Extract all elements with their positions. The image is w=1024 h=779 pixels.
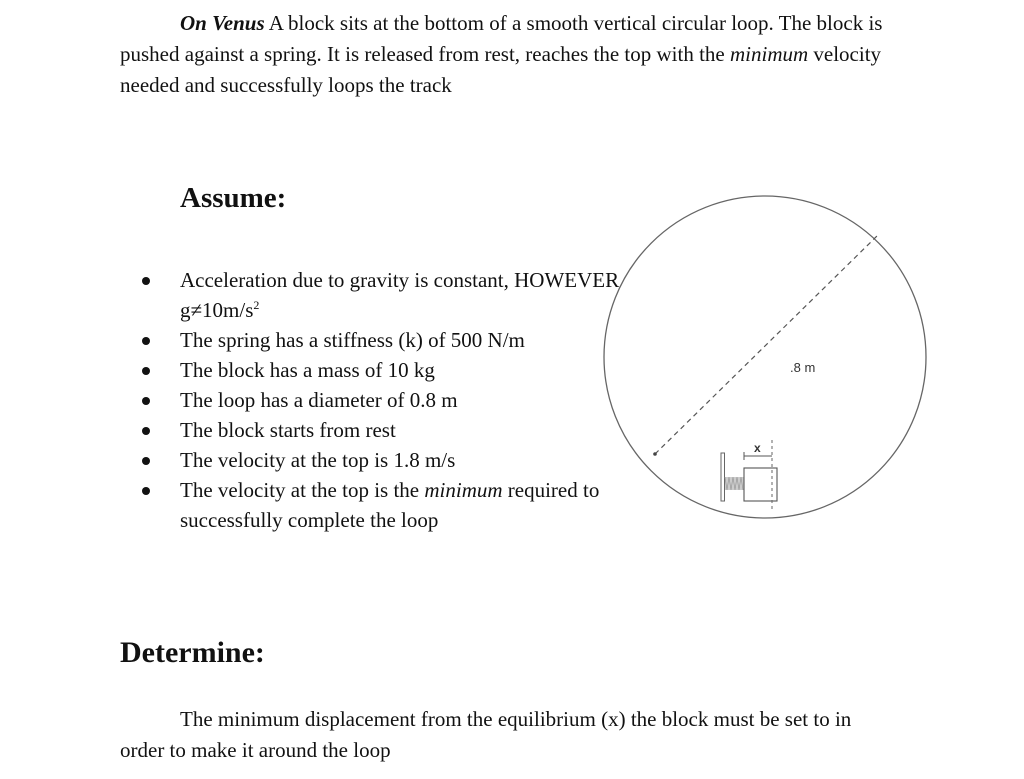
- list-item: [180, 475, 620, 535]
- determine-heading: Determine:: [120, 636, 265, 669]
- assumptions-list: [180, 265, 620, 535]
- item-text: The velocity at the top is the: [180, 478, 425, 502]
- loop-diagram: [590, 180, 940, 530]
- assume-heading: Assume:: [180, 182, 287, 214]
- statement-emphasis: minimum: [729, 42, 809, 66]
- diameter-line: [655, 235, 878, 454]
- list-item: The spring has a stiffness (k) of 500 N/m: [180, 325, 620, 355]
- problem-statement: [120, 8, 920, 101]
- item-emphasis: minimum: [424, 478, 503, 502]
- superscript: 2: [253, 298, 260, 312]
- list-item: The velocity at the top is 1.8 m/s: [180, 445, 620, 475]
- list-item: The loop has a diameter of 0.8 m: [180, 385, 620, 415]
- list-item: The block has a mass of 10 kg: [180, 355, 620, 385]
- item-text-end: required to successfully complete the loop: [180, 478, 600, 532]
- determine-text: The minimum displacement from the equilibrium (x) the block must be set to in order to make it around the loop: [120, 707, 852, 762]
- spring-wall: [721, 453, 725, 501]
- list-item: [180, 265, 620, 325]
- statement-text: A block sits at the bottom of a smooth vertical circular loop. The block is pushed against a spring. It is released from rest, reaches the top with the: [120, 11, 883, 66]
- diameter-label: .8 m: [790, 360, 816, 375]
- diameter-endpoint: [653, 452, 657, 456]
- statement-text-end: velocity needed and successfully loops the track: [120, 42, 882, 97]
- list-item: The block starts from rest: [180, 415, 620, 445]
- displacement-label: x: [754, 441, 761, 455]
- item-text: Acceleration due to gravity is constant, HOWEVER g≠10m/s: [180, 268, 620, 322]
- venus-label: On Venus: [180, 11, 265, 35]
